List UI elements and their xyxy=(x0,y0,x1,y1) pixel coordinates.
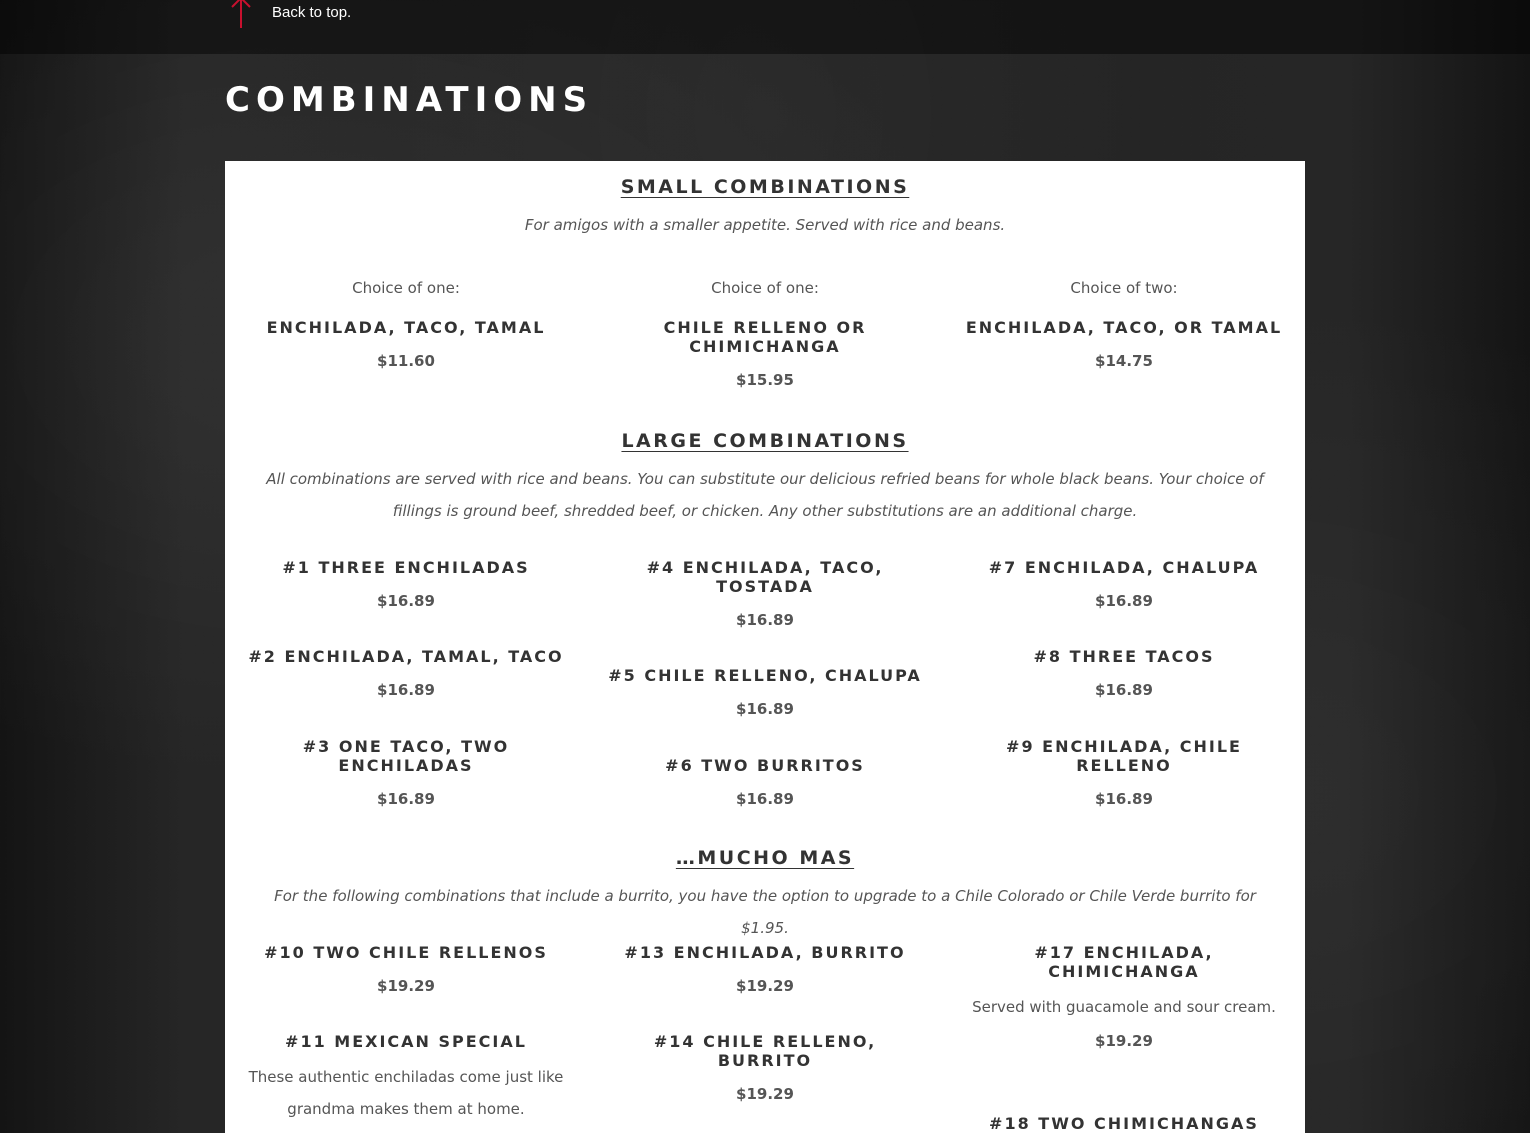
item-price: $16.89 xyxy=(736,790,794,808)
mucho-mas-description: For the following combinations that include a burrito, you have the option to upgrade to a Chile Colorado or Chile Verde burrito for $1.95. xyxy=(274,887,1256,937)
mas-combo-item xyxy=(964,1114,1284,1133)
small-combo-item xyxy=(246,278,566,371)
small-combinations-description: For amigos with a smaller appetite. Served with rice and beans. xyxy=(524,216,1006,234)
back-to-top-label: Back to top. xyxy=(272,3,352,21)
item-price: $16.89 xyxy=(736,700,794,718)
item-name: #6 TWO BURRITOS xyxy=(665,756,865,775)
large-combo-item xyxy=(964,737,1284,809)
mas-combo-item xyxy=(605,1032,925,1104)
large-combo-item xyxy=(605,558,925,630)
item-price: $16.89 xyxy=(1095,681,1153,699)
item-name: #9 ENCHILADA, CHILE RELLENO xyxy=(1006,737,1242,775)
item-price: $16.89 xyxy=(736,611,794,629)
item-name: #4 ENCHILADA, TACO, TOSTADA xyxy=(646,558,884,596)
item-name: #10 TWO CHILE RELLENOS xyxy=(264,943,548,962)
item-price: $19.29 xyxy=(1095,1032,1153,1050)
mas-combo-item xyxy=(605,943,925,996)
item-name: ENCHILADA, TACO, TAMAL xyxy=(266,318,546,337)
item-price: $19.29 xyxy=(736,977,794,995)
item-name: #14 CHILE RELLENO, BURRITO xyxy=(653,1032,877,1070)
large-combo-item xyxy=(246,737,566,809)
item-name: #11 MEXICAN SPECIAL xyxy=(285,1032,527,1051)
small-combo-item xyxy=(964,278,1284,371)
item-price: $19.29 xyxy=(736,1085,794,1103)
item-name: #18 TWO CHIMICHANGAS xyxy=(989,1114,1259,1133)
large-combo-item xyxy=(605,666,925,719)
large-combo-item xyxy=(246,558,566,611)
item-name: #2 ENCHILADA, TAMAL, TACO xyxy=(248,647,564,666)
item-name: #17 ENCHILADA, CHIMICHANGA xyxy=(1034,943,1214,981)
page-title: COMBINATIONS xyxy=(225,80,594,120)
item-name: ENCHILADA, TACO, OR TAMAL xyxy=(965,318,1283,337)
menu-card xyxy=(225,161,1305,1133)
large-combinations-description: All combinations are served with rice and beans. You can substitute our delicious refried beans for whole black beans. Your choice of fillings is ground beef, shredded beef, or chicken. Any other substitutions are an additional charge. xyxy=(266,470,1264,520)
item-price: $16.89 xyxy=(1095,790,1153,808)
mas-combo-item xyxy=(246,1032,566,1119)
choice-label: Choice of two: xyxy=(1070,279,1178,297)
large-combo-item xyxy=(964,558,1284,611)
item-price: $15.95 xyxy=(736,371,794,389)
item-name: #3 ONE TACO, TWO ENCHILADAS xyxy=(302,737,510,775)
mas-combo-item xyxy=(964,943,1284,1051)
item-name: #7 ENCHILADA, CHALUPA xyxy=(988,558,1260,577)
mas-combo-item xyxy=(246,943,566,996)
large-combinations-title: LARGE COMBINATIONS xyxy=(621,430,909,452)
item-price: $14.75 xyxy=(1095,352,1153,370)
item-name: CHILE RELLENO OR CHIMICHANGA xyxy=(663,318,867,356)
item-price: $16.89 xyxy=(377,681,435,699)
item-name: #1 THREE ENCHILADAS xyxy=(282,558,530,577)
item-name: #13 ENCHILADA, BURRITO xyxy=(624,943,906,962)
item-description: These authentic enchiladas come just like grandma makes them at home. xyxy=(248,1068,564,1118)
large-combo-item xyxy=(605,756,925,809)
small-combo-item xyxy=(605,278,925,390)
large-combo-item xyxy=(964,647,1284,700)
arrow-up-icon xyxy=(230,0,252,30)
item-price: $16.89 xyxy=(377,790,435,808)
mucho-mas-title: …MUCHO MAS xyxy=(675,847,855,869)
back-to-top-link[interactable] xyxy=(230,0,351,30)
choice-label: Choice of one: xyxy=(711,279,819,297)
item-price: $16.89 xyxy=(377,592,435,610)
item-name: #5 CHILE RELLENO, CHALUPA xyxy=(608,666,922,685)
item-price: $11.60 xyxy=(377,352,435,370)
item-price: $16.89 xyxy=(1095,592,1153,610)
item-price: $19.29 xyxy=(377,977,435,995)
top-bar xyxy=(0,0,1530,54)
small-combinations-title: SMALL COMBINATIONS xyxy=(620,176,910,198)
large-combo-item xyxy=(246,647,566,700)
choice-label: Choice of one: xyxy=(352,279,460,297)
item-name: #8 THREE TACOS xyxy=(1033,647,1215,666)
item-description: Served with guacamole and sour cream. xyxy=(972,998,1276,1016)
